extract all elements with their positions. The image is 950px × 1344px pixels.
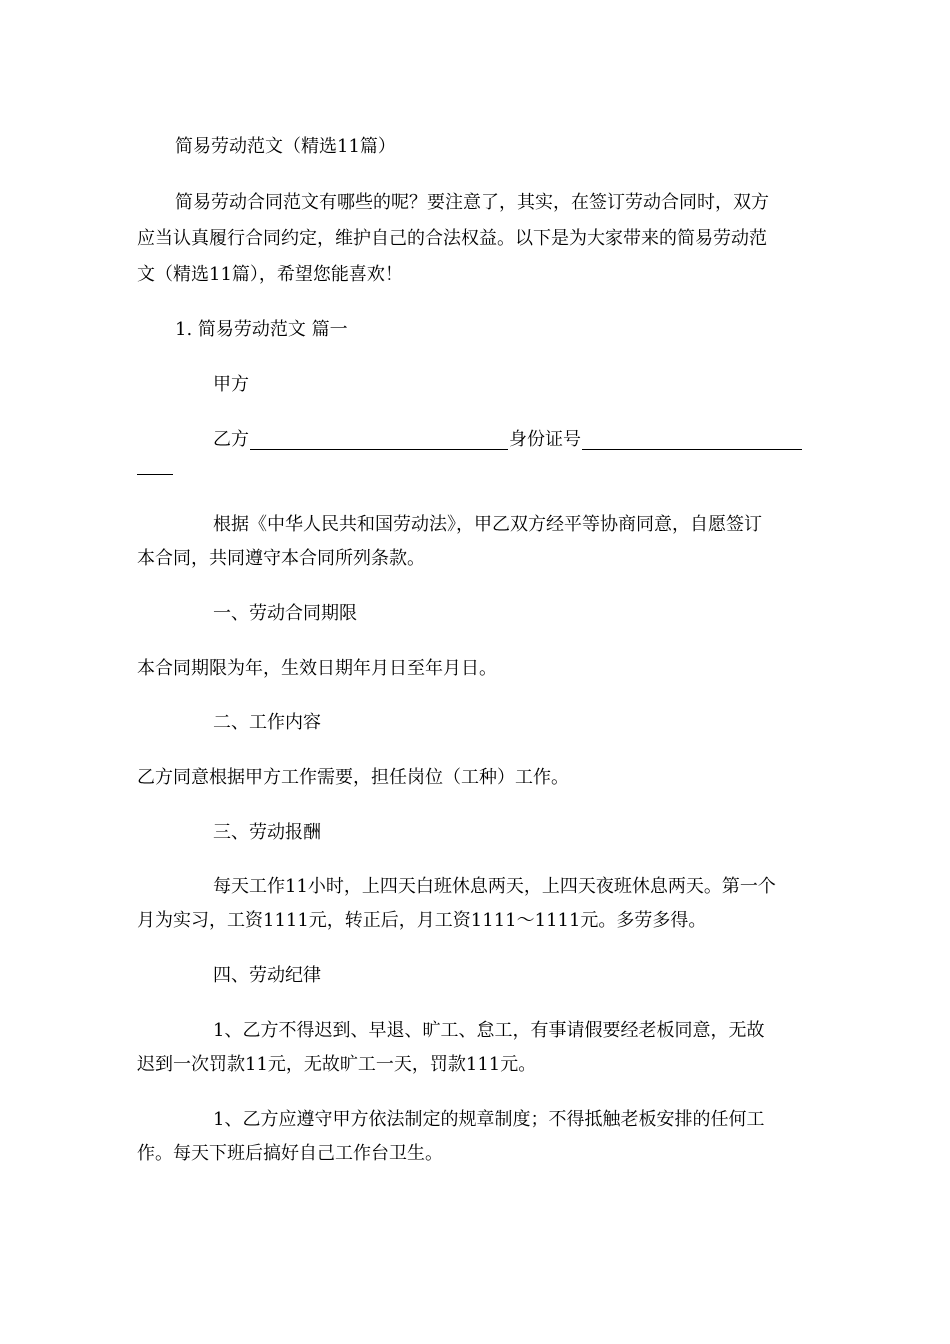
section-heading: 1. 简易劳动范文 篇一 [175,319,348,340]
clause-3-heading: 三、劳动报酬 [213,822,321,843]
clause-3-line-2: 月为实习，工资1111元，转正后，月工资1111～1111元。多劳多得。 [137,910,707,931]
party-b-label: 乙方 [213,429,249,450]
intro-line-1: 简易劳动合同范文有哪些的呢？要注意了，其实，在签订劳动合同时，双方 [175,192,769,213]
intro-line-2: 应当认真履行合同约定，维护自己的合法权益。以下是为大家带来的简易劳动范 [137,228,767,249]
clause-1-text: 本合同期限为年，生效日期年月日至年月日。 [137,658,497,679]
clause-2-text: 乙方同意根据甲方工作需要，担任岗位（工种）工作。 [137,767,569,788]
basis-line-2: 本合同，共同遵守本合同所列条款。 [137,548,425,569]
clause-2-heading: 二、工作内容 [213,712,321,733]
id-number-label: 身份证号 [509,429,581,450]
clause-4-heading: 四、劳动纪律 [213,965,321,986]
clause-1-heading: 一、劳动合同期限 [213,603,357,624]
id-number-blank [582,431,802,450]
basis-line-1: 根据《中华人民共和国劳动法》，甲乙双方经平等协商同意，自愿签订 [213,514,762,535]
party-b-row [213,430,803,450]
clause-3-line-1: 每天工作11小时，上四天白班休息两天，上四天夜班休息两天。第一个 [213,876,776,897]
id-number-blank-continued [137,474,173,475]
intro-line-3: 文（精选11篇），希望您能喜欢！ [137,264,403,285]
document-title: 简易劳动范文（精选11篇） [175,136,396,157]
clause-4-item-2-line-1: 1、乙方应遵守甲方依法制定的规章制度；不得抵触老板安排的任何工 [213,1109,765,1130]
clause-4-item-1-line-1: 1、乙方不得迟到、早退、旷工、怠工，有事请假要经老板同意，无故 [213,1020,765,1041]
party-a-label: 甲方 [213,374,249,395]
clause-4-item-1-line-2: 迟到一次罚款11元，无故旷工一天，罚款111元。 [137,1054,537,1075]
party-b-blank [250,431,508,450]
clause-4-item-2-line-2: 作。每天下班后搞好自己工作台卫生。 [137,1143,443,1164]
